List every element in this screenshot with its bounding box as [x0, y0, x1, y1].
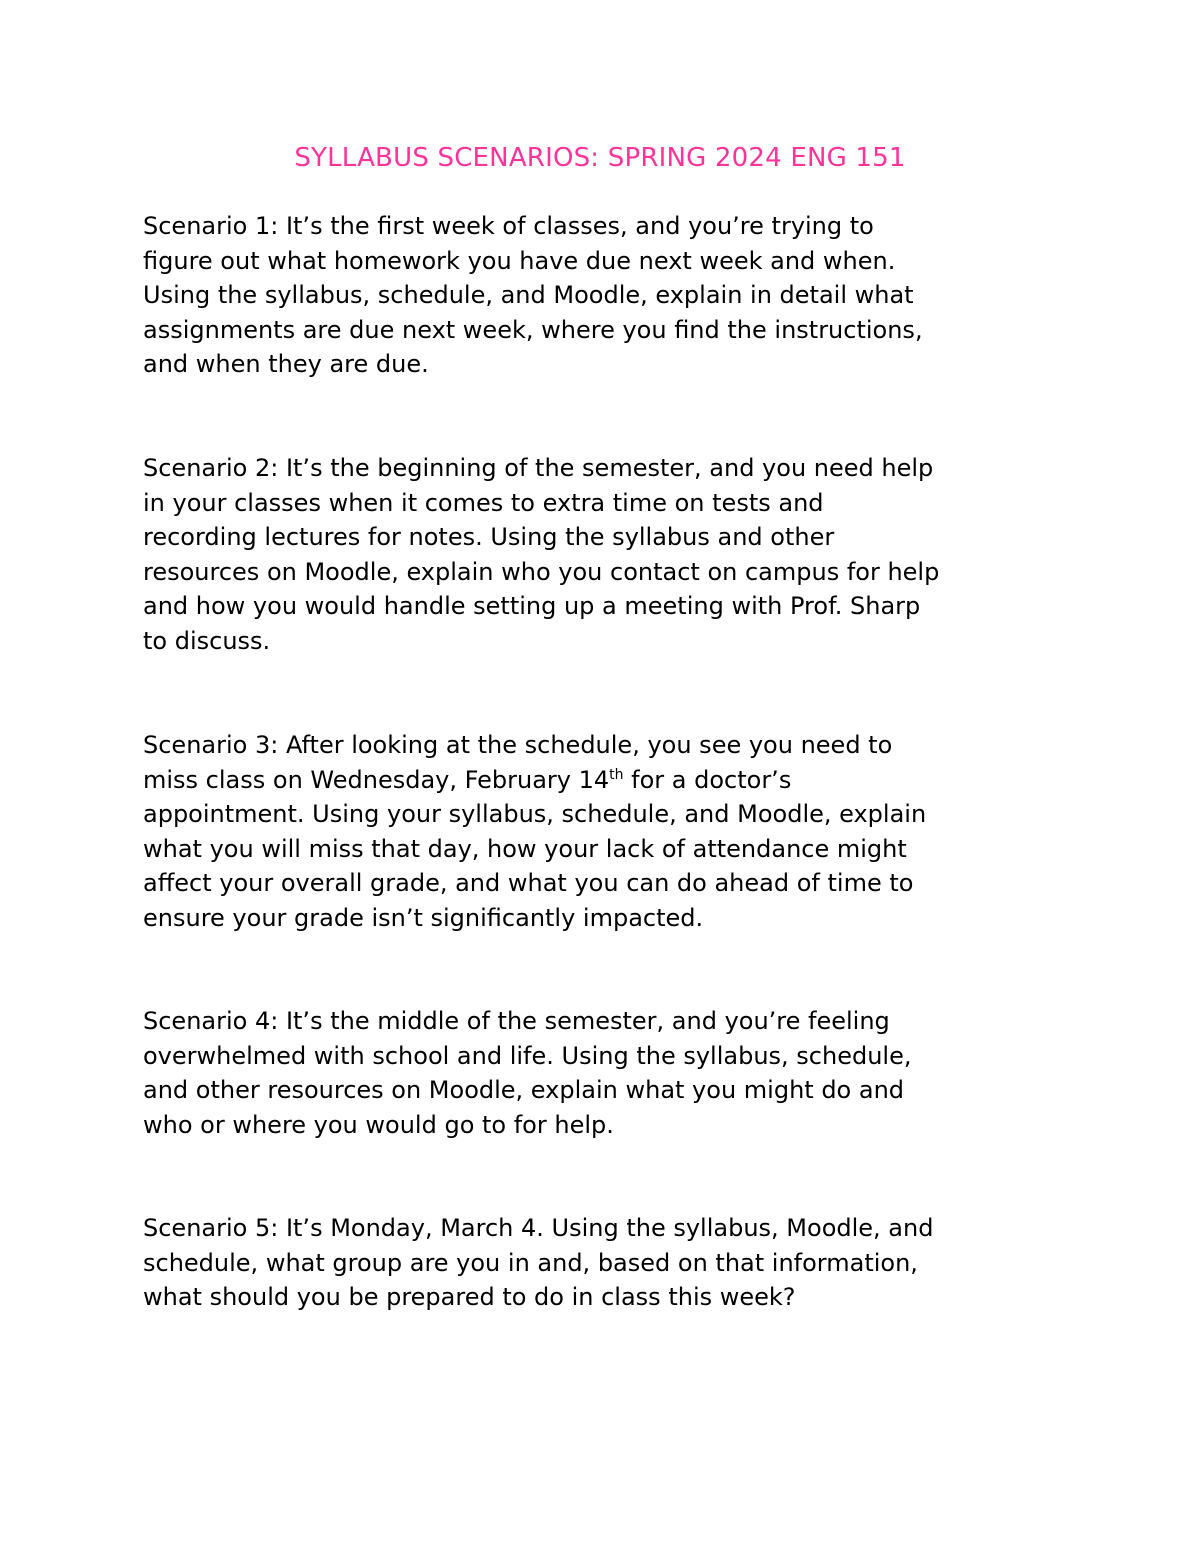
scenario-4-line: who or where you would go to for help.: [143, 1110, 614, 1139]
scenario-1: [143, 209, 1063, 382]
scenario-2-line: resources on Moodle, explain who you contact on campus for help: [143, 557, 940, 586]
scenario-4-line: and other resources on Moodle, explain what you might do and: [143, 1076, 905, 1105]
scenario-2: [143, 451, 1063, 659]
scenario-5-line: what should you be prepared to do in class this week?: [143, 1283, 796, 1312]
scenario-1-line: and when they are due.: [143, 350, 429, 379]
scenario-3-date-text: miss class on Wednesday, February 14: [143, 765, 610, 794]
scenario-1-line: Scenario 1: It’s the first week of classes, and you’re trying to: [143, 212, 874, 240]
scenario-3-line: what you will miss that day, how your lack of attendance might: [143, 834, 907, 863]
scenario-2-line: in your classes when it comes to extra time on tests and: [143, 488, 824, 517]
scenario-4: [143, 1004, 1063, 1142]
scenario-3-line: ensure your grade isn’t significantly impacted.: [143, 903, 704, 932]
scenario-5-line: Scenario 5: It’s Monday, March 4. Using the syllabus, Moodle, and: [143, 1214, 934, 1242]
scenario-2-line: Scenario 2: It’s the beginning of the semester, and you need help: [143, 454, 934, 482]
scenario-4-line: overwhelmed with school and life. Using the syllabus, schedule,: [143, 1041, 912, 1070]
scenario-1-line: figure out what homework you have due next week and when.: [143, 246, 896, 275]
scenario-3-line: appointment. Using your syllabus, schedule, and Moodle, explain: [143, 800, 927, 829]
scenario-1-line: assignments are due next week, where you find the instructions,: [143, 315, 923, 344]
scenario-3-line-end: for a doctor’s: [623, 765, 792, 794]
scenario-5: [143, 1211, 1063, 1315]
scenario-2-line: and how you would handle setting up a meeting with Prof. Sharp: [143, 592, 921, 621]
document-title: SYLLABUS SCENARIOS: SPRING 2024 ENG 151: [294, 143, 906, 173]
scenario-1-line: Using the syllabus, schedule, and Moodle, explain in detail what: [143, 281, 914, 310]
scenario-5-line: schedule, what group are you in and, based on that information,: [143, 1248, 918, 1277]
scenario-3-line: [143, 763, 1063, 798]
ordinal-superscript: th: [609, 766, 624, 783]
scenario-2-line: recording lectures for notes. Using the syllabus and other: [143, 523, 835, 552]
scenario-3: [143, 728, 1063, 936]
scenario-2-line: to discuss.: [143, 626, 271, 655]
scenario-3-line: Scenario 3: After looking at the schedule, you see you need to: [143, 731, 893, 759]
scenario-3-line: affect your overall grade, and what you can do ahead of time to: [143, 869, 914, 898]
scenario-4-line: Scenario 4: It’s the middle of the semester, and you’re feeling: [143, 1007, 890, 1035]
